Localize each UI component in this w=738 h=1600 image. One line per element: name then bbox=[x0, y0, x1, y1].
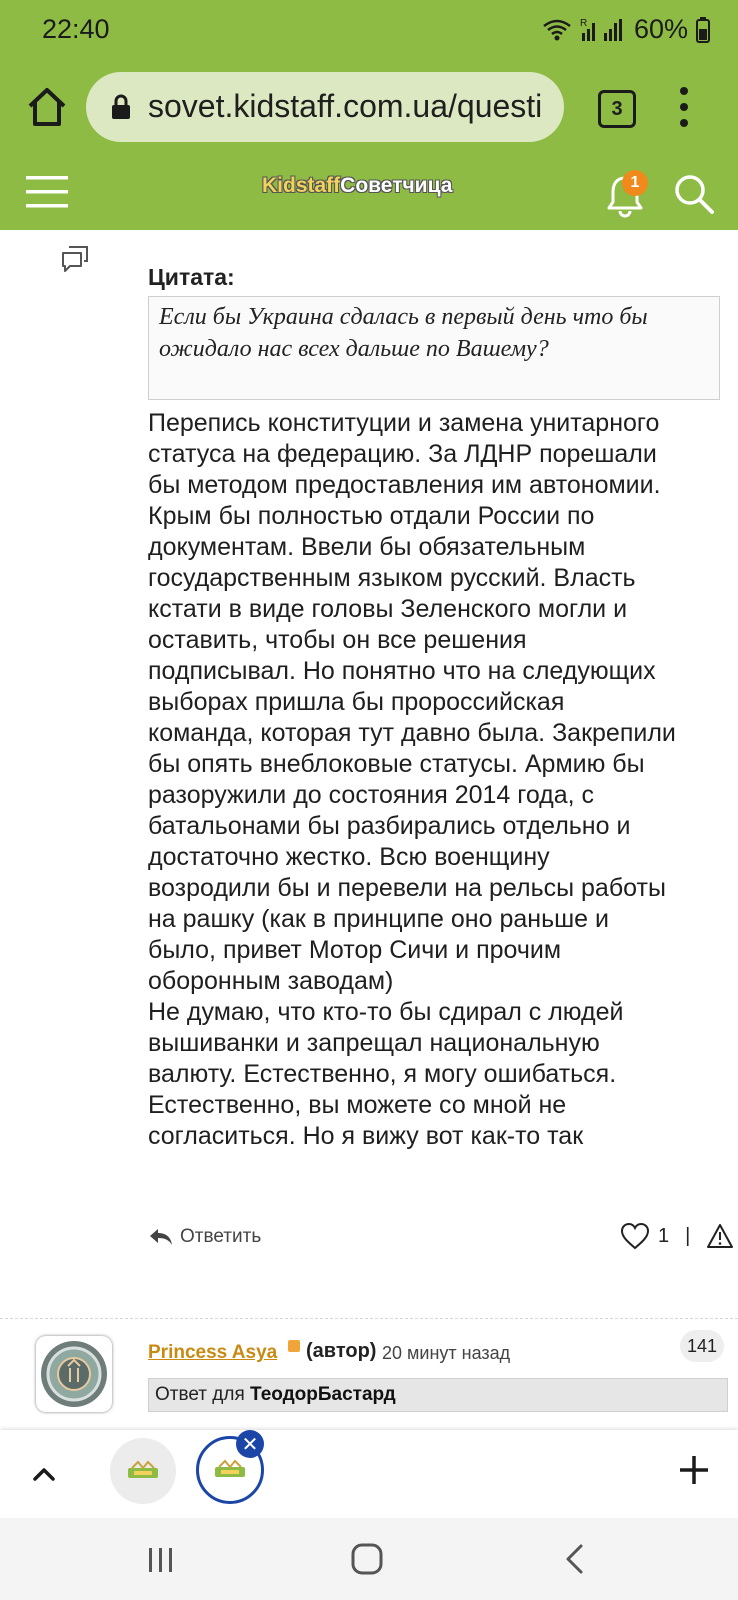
heart-icon[interactable] bbox=[620, 1222, 650, 1250]
post-body-line: кстати в виде головы Зеленского могли и bbox=[148, 595, 628, 623]
reply-arrow-icon bbox=[148, 1227, 174, 1247]
post-time: 20 минут назад bbox=[382, 1343, 511, 1363]
post-body-line: вышиванки и запрещал национальную bbox=[148, 1029, 600, 1057]
online-status-icon bbox=[288, 1340, 300, 1352]
tab-thumbnail-1[interactable] bbox=[110, 1438, 176, 1504]
username-link[interactable]: Princess Asya bbox=[148, 1342, 278, 1363]
post-body-line: документам. Ввели бы обязательным bbox=[148, 533, 586, 561]
avatar[interactable] bbox=[36, 1336, 112, 1412]
address-bar[interactable] bbox=[86, 72, 564, 142]
post-actions bbox=[620, 1222, 734, 1250]
post-body-line: на рашку (как в принципе оно раньше и bbox=[148, 905, 609, 933]
lock-icon bbox=[108, 94, 134, 120]
reply-to-name[interactable]: ТеодорБастард bbox=[250, 1384, 396, 1405]
post-body-line: Крым бы полностью отдали России по bbox=[148, 502, 595, 530]
tab-switcher-button[interactable]: 3 bbox=[598, 90, 636, 128]
reply-to-banner bbox=[148, 1378, 728, 1412]
chevron-up-icon[interactable] bbox=[30, 1460, 58, 1488]
browser-toolbar bbox=[0, 60, 738, 158]
post-body-line: бы опять внеблоковые статусы. Армию бы bbox=[148, 750, 645, 778]
svg-text:R: R bbox=[579, 17, 588, 29]
comment-icon[interactable] bbox=[60, 244, 90, 274]
hamburger-menu-icon[interactable] bbox=[26, 172, 68, 212]
post-body-line: статуса на федерацию. За ЛДНР порешали bbox=[148, 440, 657, 468]
post-body-line: команда, которая тут давно была. Закрепили bbox=[148, 719, 676, 747]
post-divider bbox=[0, 1318, 738, 1320]
nav-home-icon[interactable] bbox=[350, 1542, 384, 1576]
nav-back-icon[interactable] bbox=[562, 1542, 586, 1576]
author-tag: (автор) bbox=[306, 1340, 377, 1362]
post-body-line: оставить, чтобы он все решения bbox=[148, 626, 527, 654]
recent-apps-icon[interactable] bbox=[146, 1546, 176, 1574]
brand-part2: Советчица bbox=[340, 174, 453, 197]
bottom-tab-bar bbox=[0, 1430, 738, 1518]
post-body-line: было, привет Мотор Сичи и прочим bbox=[148, 936, 562, 964]
post-body-line: разоружили до состояния 2014 года, с bbox=[148, 781, 595, 809]
system-nav-bar bbox=[0, 1518, 738, 1600]
brand-part1: Kidstaff bbox=[262, 174, 341, 197]
site-header bbox=[0, 158, 738, 230]
site-logo[interactable] bbox=[262, 174, 452, 198]
post-number-badge[interactable]: 141 bbox=[680, 1330, 724, 1362]
report-warning-icon[interactable] bbox=[706, 1223, 734, 1249]
reply-label: Ответить bbox=[180, 1226, 262, 1247]
site-favicon-icon bbox=[126, 1460, 160, 1482]
post-body-line: возродили бы и перевели на рельсы работы bbox=[148, 874, 666, 902]
post-body bbox=[148, 408, 733, 1152]
post-body-line: согласиться. Но я вижу вот как-то так bbox=[148, 1122, 584, 1150]
signal-icon bbox=[580, 17, 626, 43]
quote-label: Цитата: bbox=[148, 264, 235, 290]
quote-text: Если бы Украина сдалась в первый день что бы ожидало нас всех дальше по Вашему? bbox=[148, 296, 720, 400]
post-body-line: государственным языком русский. Власть bbox=[148, 564, 636, 592]
reply-button[interactable] bbox=[148, 1226, 261, 1248]
post-body-line: Не думаю, что кто-то бы сдирал с людей bbox=[148, 998, 624, 1026]
avatar-image bbox=[36, 1336, 112, 1412]
post-body-line: батальонами бы разбирались отдельно и bbox=[148, 812, 631, 840]
like-count: 1 bbox=[658, 1224, 670, 1247]
more-vert-icon[interactable] bbox=[676, 84, 692, 130]
status-bar bbox=[0, 0, 738, 60]
post-body-line: валюту. Естественно, я могу ошибаться. bbox=[148, 1060, 617, 1088]
post-body-line: выборах пришла бы пророссийская bbox=[148, 688, 565, 716]
reply-to-prefix: Ответ для bbox=[155, 1384, 245, 1405]
status-icons bbox=[542, 14, 710, 45]
action-separator: | bbox=[685, 1224, 691, 1247]
site-favicon-icon bbox=[213, 1459, 247, 1481]
search-icon[interactable] bbox=[672, 172, 716, 216]
post-body-line: бы методом предоставления им автономии. bbox=[148, 471, 661, 499]
notification-badge: 1 bbox=[622, 170, 648, 196]
battery-icon bbox=[696, 17, 710, 43]
post-body-line: достаточно жестко. Всю военщину bbox=[148, 843, 550, 871]
wifi-icon bbox=[542, 17, 572, 43]
status-time: 22:40 bbox=[42, 14, 110, 44]
battery-percent: 60% bbox=[633, 14, 688, 44]
close-tab-icon[interactable]: ✕ bbox=[236, 1430, 264, 1458]
post-body-line: оборонным заводам) bbox=[148, 967, 394, 995]
url-text: sovet.kidstaff.com.ua/questi bbox=[148, 88, 543, 124]
plus-icon[interactable] bbox=[676, 1452, 712, 1488]
post-body-line: Перепись конституции и замена унитарного bbox=[148, 409, 660, 437]
post-body-line: подписывал. Но понятно что на следующих bbox=[148, 657, 656, 685]
home-icon[interactable] bbox=[22, 82, 72, 132]
post-body-line: Естественно, вы можете со мной не bbox=[148, 1091, 567, 1119]
